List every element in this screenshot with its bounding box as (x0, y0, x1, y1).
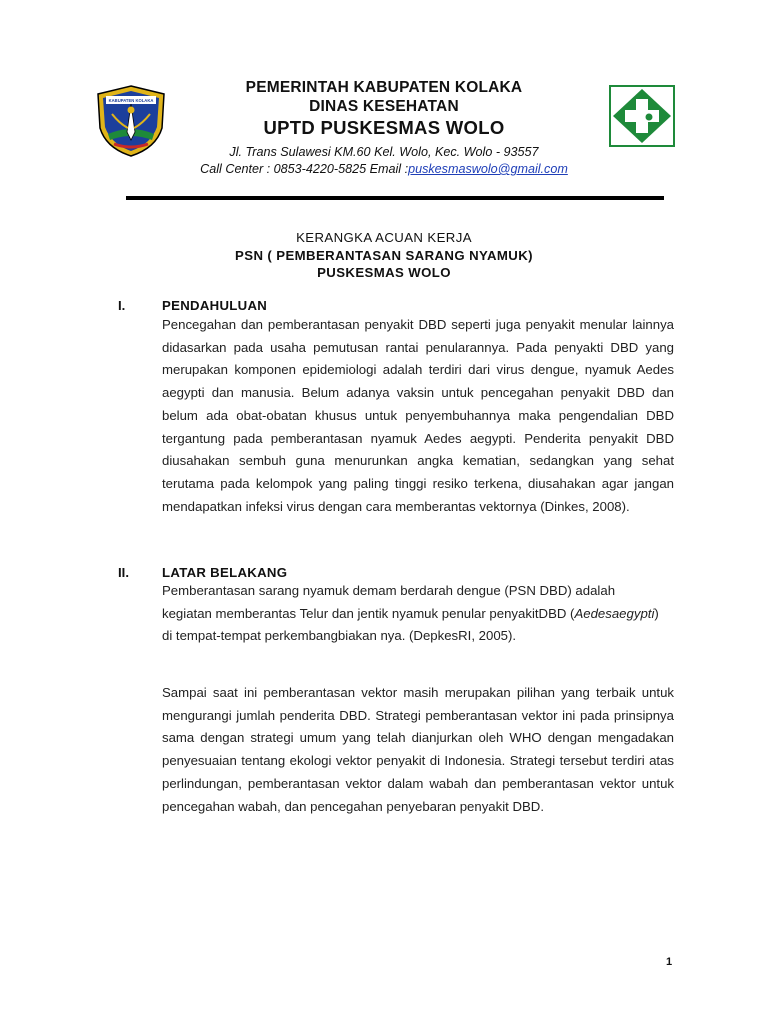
crest-banner-text: KABUPATEN KOLAKA (108, 98, 154, 103)
contact-line (170, 161, 598, 178)
institution-name: UPTD PUSKESMAS WOLO (263, 117, 505, 138)
section-2-paragraph-1 (162, 580, 662, 648)
page-number: 1 (666, 956, 673, 968)
section-2-p1-text: Pemberantasan sarang nyamuk demam berdarah dengue (PSN DBD) adalah kegiatan memberantas Telur dan jentik nyamuk penular penyakitDBD ( (162, 583, 616, 621)
section-1-heading: PENDAHULUAN (162, 298, 268, 313)
puskesmas-cross-icon (609, 85, 675, 147)
department-name: DINAS KESEHATAN (309, 98, 459, 115)
section-2-paragraph-2: Sampai saat ini pemberantasan vektor masih merupakan pilihan yang terbaik untuk mengurangi jumlah penderita DBD. Strategi pemberantasan vektor ini pada prinsipnya sama dengan strategi umum yang telah dianjurkan oleh WHO dengan mengadakan penyesuaian tentang ekologi vektor penyakit di Indonesia. Strategi tersebut terdiri atas perlindungan, pemberantasan vektor dalam wabah dan pemberantasan vektor untuk pencegahan wabah, dan pencegahan penyebaran penyakit DBD. (162, 685, 674, 814)
kolaka-regency-crest-icon (94, 84, 168, 158)
section-2-number: II. (118, 565, 129, 580)
document-title (170, 229, 598, 282)
government-name: PEMERINTAH KABUPATEN KOLAKA (245, 79, 523, 96)
section-1-number: I. (118, 298, 126, 313)
letterhead-divider (126, 196, 664, 200)
address: Jl. Trans Sulawesi KM.60 Kel. Wolo, Kec. Wolo - 93557 (229, 145, 539, 159)
title-line-1: KERANGKA ACUAN KERJA (296, 230, 472, 245)
section-2-p1-citation: ) di tempat-tempat perkembangbiakan nya. (DepkesRI, 2005). (162, 605, 659, 644)
section-2-heading: LATAR BELAKANG (162, 565, 288, 580)
letterhead (170, 78, 598, 178)
contact-prefix: Call Center : 0853-4220-5825 Email : (200, 162, 409, 176)
title-line-3: PUSKESMAS WOLO (317, 265, 451, 280)
section-1-paragraph: Pencegahan dan pemberantasan penyakit DBD seperti juga penyakit menular lainnya didasarkan pada usaha pemutusan rantai penularannya. Pada penyakti DBD yang merupakan komponen epidemiologi adalah terdiri dari virus dengue, nyamuk Aedes aegypti dan manusia. Belum adanya vaksin untuk pencegahan penyakit DBD dan belum ada obat-obatan khusus untuk penyembuhannya maka pengendalian DBD tergantung pada pemberantasan nyamuk Aedes aegypti. Penderita penyakit DBD diusahakan sembuh guna menurunkan angka kematian, sedangkan yang sehat terutama pada kelompok yang paling tinggi resiko terkena, diusahakan agar jangan mendapatkan infeksi virus dengan cara memberantas vektornya (Dinkes, 2008). (162, 317, 674, 514)
email-link[interactable]: puskesmaswolo@gmail.com (408, 162, 568, 176)
species-name: Aedesaegypti (574, 605, 655, 621)
title-line-2: PSN ( PEMBERANTASAN SARANG NYAMUK) (235, 247, 533, 263)
